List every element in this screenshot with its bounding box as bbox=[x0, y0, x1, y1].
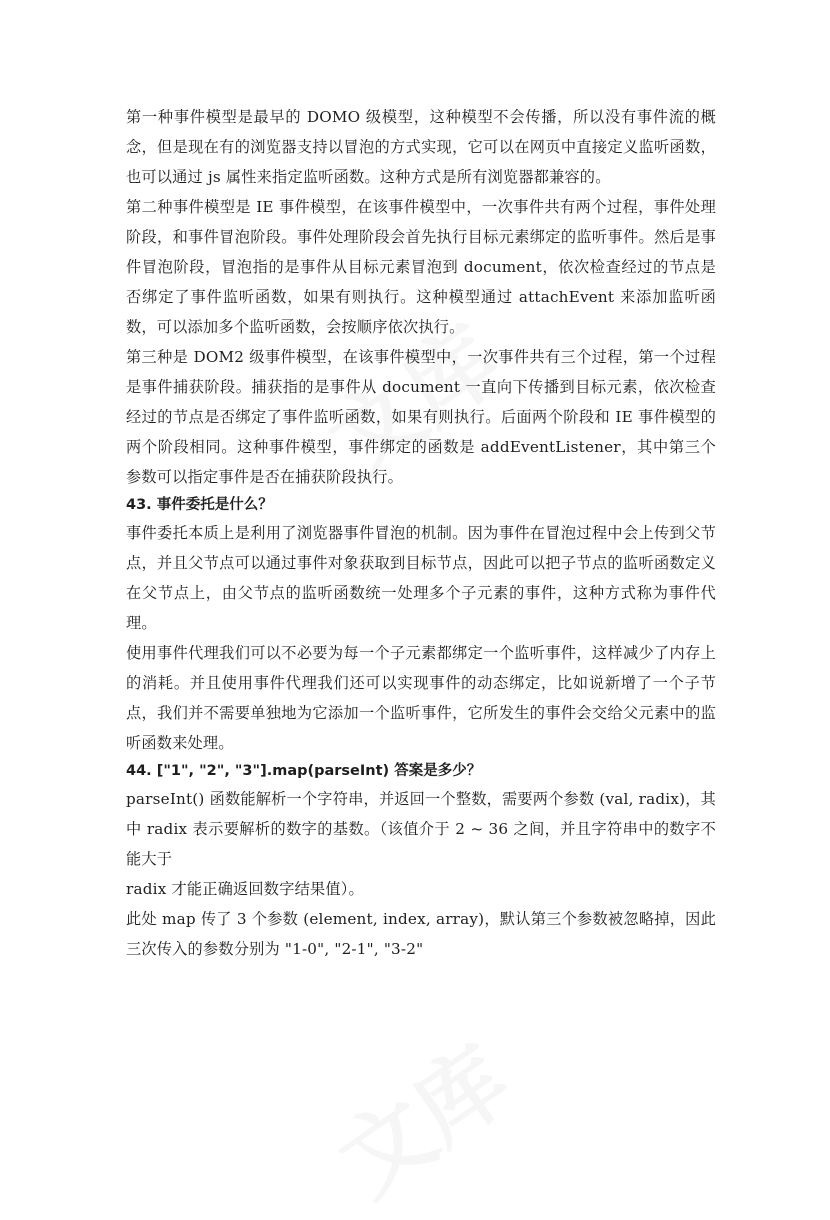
watermark bbox=[309, 1010, 531, 1220]
paragraph-dom0-model: 第一种事件模型是最早的 DOMO 级模型，这种模型不会传播，所以没有事件流的概念，但是现在有的浏览器支持以冒泡的方式实现，它可以在网页中直接定义监听函数，也可以通过 js 属性来指定监听函数。这种方式是所有浏览器都兼容的。 bbox=[126, 108, 716, 186]
paragraph-dom2-model: 第三种是 DOM2 级事件模型，在该事件模型中，一次事件共有三个过程，第一个过程是事件捕获阶段。捕获指的是事件从 document 一直向下传播到目标元素，依次检查经过的节点是否绑定了事件监听函数，如果有则执行。后面两个阶段和 IE 事件模型的两个阶段相同。这种事件模型，事件绑定的函数是 addEventListener，其中第三个参数可以指定事件是否在捕获阶段执行。 bbox=[126, 348, 716, 486]
paragraph-parseint: parseInt() 函数能解析一个字符串，并返回一个整数，需要两个参数 (val, radix)，其中 radix 表示要解析的数字的基数。（该值介于 2 ~ 36 之间，并且字符串中的数字不能大于 bbox=[126, 790, 716, 868]
paragraph-ie-model: 第二种事件模型是 IE 事件模型，在该事件模型中，一次事件共有两个过程，事件处理阶段，和事件冒泡阶段。事件处理阶段会首先执行目标元素绑定的监听事件。然后是事件冒泡阶段，冒泡指的是事件从目标元素冒泡到 document，依次检查经过的节点是否绑定了事件监听函数，如果有则执行。这种模型通过 attachEvent 来添加监听函数，可以添加多个监听函数，会按顺序依次执行。 bbox=[126, 198, 716, 336]
paragraph-radix: radix 才能正确返回数字结果值）。 bbox=[126, 880, 364, 898]
document-body bbox=[126, 102, 716, 964]
paragraph-event-delegation: 事件委托本质上是利用了浏览器事件冒泡的机制。因为事件在冒泡过程中会上传到父节点，并且父节点可以通过事件对象获取到目标节点，因此可以把子节点的监听函数定义在父节点上，由父节点的监听函数统一处理多个子元素的事件，这种方式称为事件代理。 bbox=[126, 524, 716, 632]
heading-44: 44. ["1", "2", "3"].map(parseInt) 答案是多少？ bbox=[126, 763, 482, 779]
paragraph-map-args: 此处 map 传了 3 个参数 (element, index, array)，默认第三个参数被忽略掉，因此三次传入的参数分别为 "1-0", "2-1", "3-2" bbox=[126, 910, 716, 958]
paragraph-delegation-benefit: 使用事件代理我们可以不必要为每一个子元素都绑定一个监听事件，这样减少了内存上的消耗。并且使用事件代理我们还可以实现事件的动态绑定，比如说新增了一个子节点，我们并不需要单独地为它添加一个监听事件，它所发生的事件会交给父元素中的监听函数来处理。 bbox=[126, 644, 716, 752]
heading-43: 43. 事件委托是什么？ bbox=[126, 497, 273, 513]
